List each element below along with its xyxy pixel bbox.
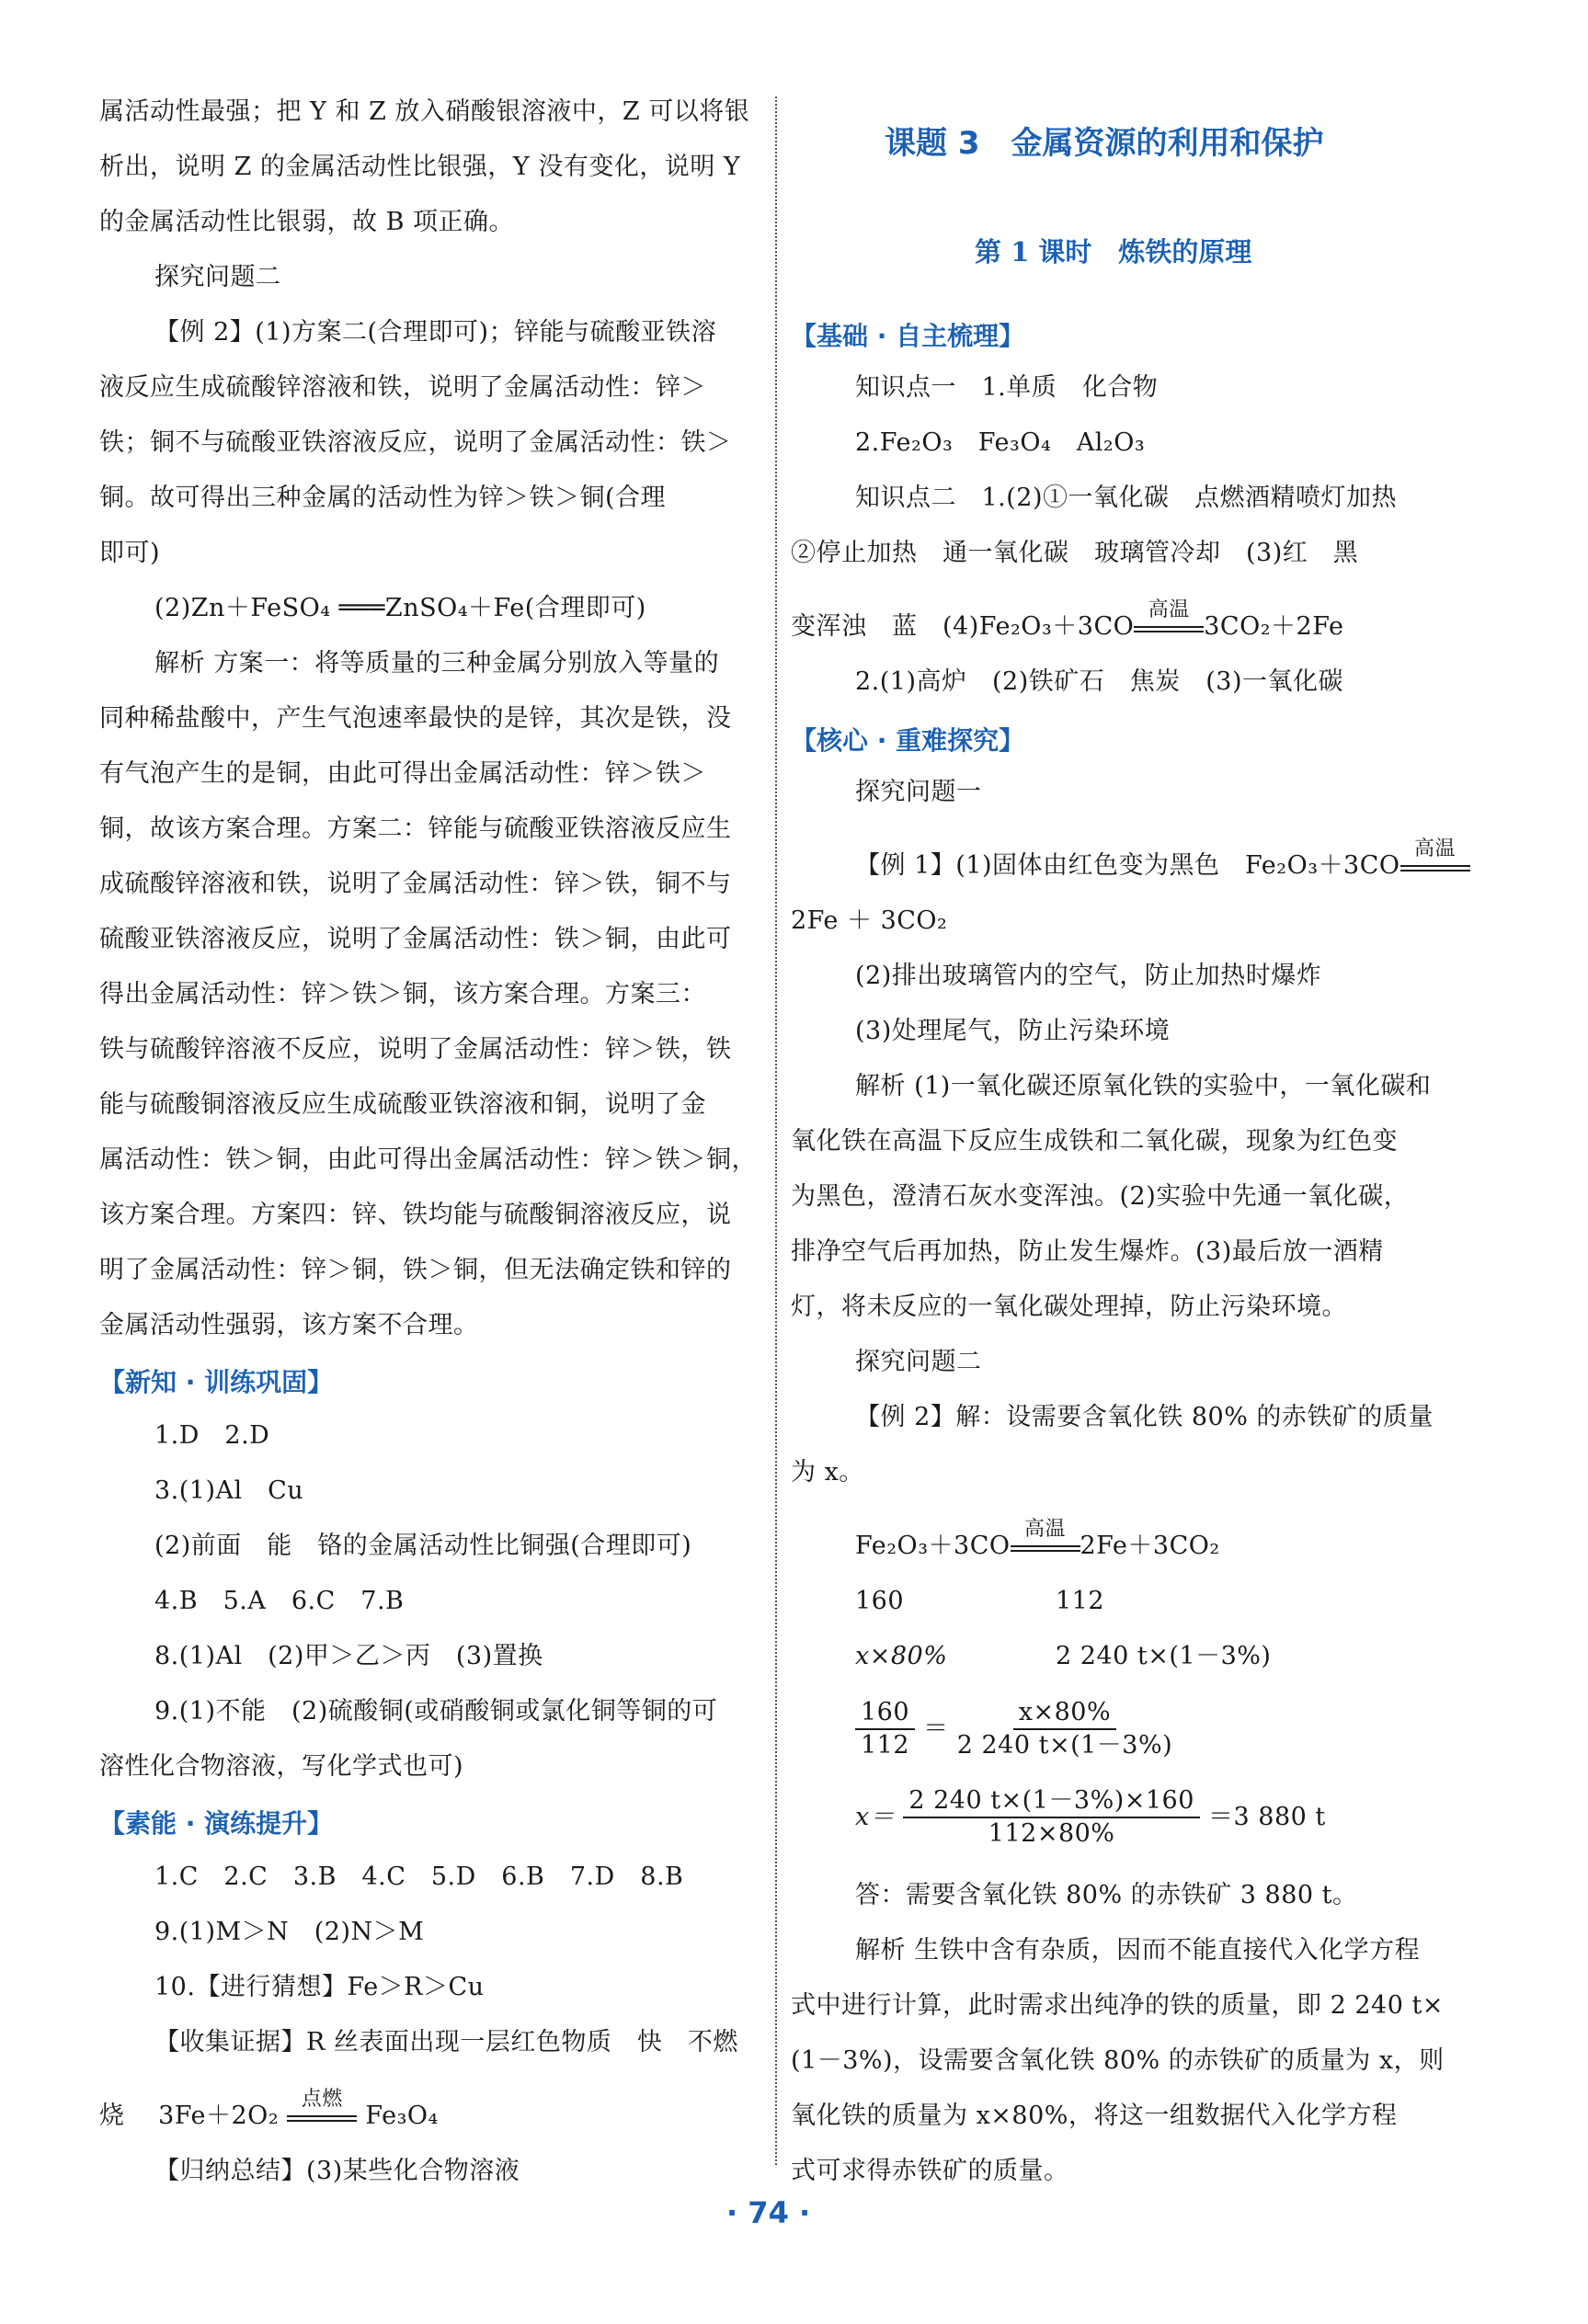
column-divider <box>775 97 777 2165</box>
section-heading: 探究问题一 <box>855 778 982 806</box>
answer-line: (2)排出玻璃管内的空气，防止加热时爆炸 <box>855 962 1322 990</box>
result: ＝3 880 t <box>1208 1803 1326 1831</box>
text-line: 金属活动性强弱，该方案不合理。 <box>99 1311 479 1339</box>
mass-value: x×80% <box>855 1642 948 1670</box>
variable: x＝ <box>855 1803 896 1831</box>
answer-line: 1.D 2.D <box>154 1421 270 1450</box>
text-line: 铁；铜不与硫酸亚铁溶液反应，说明了金属活动性：铁＞ <box>99 428 732 457</box>
reaction-arrow <box>1400 837 1470 884</box>
answer-line: 4.B 5.A 6.C 7.B <box>154 1587 405 1615</box>
reaction-condition: 高温 <box>1148 598 1190 621</box>
equation-right: 3CO₂＋2Fe <box>1204 612 1344 641</box>
mass-ratio-value: 160 <box>855 1587 905 1615</box>
answer-line: 10.【进行猜想】Fe＞R＞Cu <box>154 1973 485 2001</box>
fraction: $\frac{160}{112}$ <box>855 1697 915 1761</box>
text-line: (1－3%)，设需要含氧化铁 80% 的赤铁矿的质量为 x，则 <box>791 2046 1445 2075</box>
answer-line: ②停止加热 通一氧化碳 玻璃管冷却 (3)红 黑 <box>791 539 1359 567</box>
answer-line: 2.(1)高炉 (2)铁矿石 焦炭 (3)一氧化碳 <box>855 667 1343 696</box>
equation-line <box>855 837 1470 884</box>
text-line: 即可) <box>99 539 161 567</box>
mass-value: 2 240 t×(1－3%) <box>1056 1642 1272 1670</box>
text-line: 有气泡产生的是铜，由此可得出金属活动性：锌＞铁＞ <box>99 759 706 788</box>
text-line: 液反应生成硫酸锌溶液和铁，说明了金属活动性：锌＞ <box>99 373 706 402</box>
answer-line: 2.Fe₂O₃ Fe₃O₄ Al₂O₃ <box>855 428 1146 457</box>
fraction: $\frac{2 240 t\times(1-3\%)\times 160}{112\times 80\%}$ <box>903 1785 1200 1850</box>
answer-line: 溶性化合物溶液，写化学式也可) <box>99 1752 464 1781</box>
solution-equation <box>855 1785 1326 1850</box>
text-line: 式中进行计算，此时需求出纯净的铁的质量，即 2 240 t× <box>791 1991 1444 2020</box>
text-line: 【例 2】(1)方案二(合理即可)；锌能与硫酸亚铁溶 <box>154 318 717 347</box>
text-line: 排净空气后再加热，防止发生爆炸。(3)最后放一酒精 <box>791 1237 1384 1266</box>
equals-sign: ＝ <box>923 1715 949 1743</box>
text-line: 氧化铁的质量为 x×80%，将这一组数据代入化学方程 <box>791 2102 1398 2130</box>
text-line: 能与硫酸铜溶液反应生成硫酸亚铁溶液和铜，说明了金 <box>99 1090 706 1119</box>
text-line: 得出金属活动性：锌＞铁＞铜，该方案合理。方案三： <box>99 980 706 1008</box>
text-line: 同种稀盐酸中，产生气泡速率最快的是锌，其次是铁，没 <box>99 704 732 733</box>
reaction-condition: 高温 <box>1413 837 1456 860</box>
reaction-arrow <box>287 2088 357 2135</box>
text-line: 灯，将未反应的一氧化碳处理掉，防止污染环境。 <box>791 1293 1347 1321</box>
section-header: 【核心 · 重难探究】 <box>791 725 1025 756</box>
reaction-condition: 高温 <box>1023 1518 1066 1541</box>
text-fragment: 烧 <box>99 2102 125 2130</box>
text-fragment: 变浑浊 蓝 (4)Fe₂O₃＋3CO <box>791 612 1135 641</box>
equation-line <box>791 598 1344 645</box>
answer-line: 9.(1)M＞N (2)N＞M <box>154 1918 425 1946</box>
text-line: 明了金属活动性：锌＞铜，铁＞铜，但无法确定铁和锌的 <box>99 1256 732 1284</box>
answer-line: 知识点一 1.单质 化合物 <box>855 373 1159 402</box>
lesson-subtitle: 第 1 课时 炼铁的原理 <box>975 236 1252 268</box>
text-line: 为 x。 <box>791 1458 864 1487</box>
reaction-condition: 点燃 <box>301 2088 343 2111</box>
answer-line: (3)处理尾气，防止污染环境 <box>855 1017 1171 1045</box>
section-header: 【新知 · 训练巩固】 <box>99 1367 334 1397</box>
text-line: 为黑色，澄清石灰水变浑浊。(2)实验中先通一氧化碳， <box>791 1182 1410 1211</box>
text-line: 铜，故该方案合理。方案二：锌能与硫酸亚铁溶液反应生 <box>99 815 732 843</box>
equation-left: Fe₂O₃＋3CO <box>855 1532 1011 1560</box>
text-line: 属活动性最强；把 Y 和 Z 放入硝酸银溶液中，Z 可以将银 <box>99 97 750 126</box>
equation-right: 2Fe＋3CO₂ <box>1080 1532 1220 1560</box>
fraction: $\frac{x\times 80\%}{2 240 t\times(1-3\%)}$ <box>956 1698 1173 1760</box>
text-line: 铜。故可得出三种金属的活动性为锌＞铁＞铜(合理 <box>99 484 667 512</box>
proportion-equation <box>855 1697 1172 1761</box>
text-line: 解析 生铁中含有杂质，因而不能直接代入化学方程 <box>855 1936 1421 1965</box>
answer-line: 8.(1)Al (2)甲＞乙＞丙 (3)置换 <box>154 1642 543 1670</box>
text-line: 硫酸亚铁溶液反应，说明了金属活动性：铁＞铜，由此可 <box>99 925 732 953</box>
section-heading: 探究问题二 <box>154 263 281 291</box>
answer-line: 知识点二 1.(2)①一氧化碳 点燃酒精喷灯加热 <box>855 484 1398 512</box>
answer-line: (2)前面 能 铬的金属活动性比铜强(合理即可) <box>154 1532 692 1560</box>
equation-line <box>855 1518 1220 1565</box>
answer-line: 3.(1)Al Cu <box>154 1476 304 1505</box>
reaction-arrow <box>1134 598 1204 645</box>
equation-right: Fe₃O₄ <box>365 2102 439 2130</box>
lesson-title: 课题 3 金属资源的利用和保护 <box>885 125 1324 162</box>
section-header: 【基础 · 自主梳理】 <box>791 321 1025 351</box>
answer-line: 【收集证据】R 丝表面出现一层红色物质 快 不燃 <box>154 2028 738 2056</box>
page-number: · 74 · <box>726 2195 811 2230</box>
text-line: 的金属活动性比银弱，故 B 项正确。 <box>99 208 515 236</box>
text-line: 铁与硫酸锌溶液不反应，说明了金属活动性：锌＞铁，铁 <box>99 1035 732 1064</box>
answer-line: 9.(1)不能 (2)硫酸铜(或硝酸铜或氯化铜等铜的可 <box>154 1697 718 1726</box>
reaction-arrow <box>1011 1518 1080 1565</box>
answer-line <box>99 2088 439 2135</box>
answer-line: 【归纳总结】(3)某些化合物溶液 <box>154 2157 520 2185</box>
answer-line: 答：需要含氧化铁 80% 的赤铁矿 3 880 t。 <box>855 1881 1358 1909</box>
equation-left: 3Fe＋2O₂ <box>158 2102 280 2130</box>
answer-line: 1.C 2.C 3.B 4.C 5.D 6.B 7.D 8.B <box>154 1863 684 1891</box>
mass-ratio-value: 112 <box>1056 1587 1105 1615</box>
text-line: 氧化铁在高温下反应生成铁和二氧化碳，现象为红色变 <box>791 1127 1398 1156</box>
text-line: 解析 (1)一氧化碳还原氧化铁的实验中，一氧化碳和 <box>855 1072 1432 1100</box>
text-fragment: 【例 1】(1)固体由红色变为黑色 Fe₂O₃＋3CO <box>855 851 1400 880</box>
section-header: 【素能 · 演练提升】 <box>99 1808 334 1839</box>
text-line: 式可求得赤铁矿的质量。 <box>791 2157 1069 2185</box>
text-line: 属活动性：铁＞铜，由此可得出金属活动性：锌＞铁＞铜， <box>99 1145 757 1174</box>
section-heading: 探究问题二 <box>855 1348 982 1376</box>
text-line: 成硫酸锌溶液和铁，说明了金属活动性：锌＞铁，铜不与 <box>99 870 732 898</box>
text-line: 【例 2】解：设需要含氧化铁 80% 的赤铁矿的质量 <box>855 1403 1434 1431</box>
text-line: 解析 方案一：将等质量的三种金属分别放入等量的 <box>154 649 720 678</box>
text-line: 析出，说明 Z 的金属活动性比银强，Y 没有变化，说明 Y <box>99 153 741 181</box>
text-line: 该方案合理。方案四：锌、铁均能与硫酸铜溶液反应，说 <box>99 1201 732 1229</box>
equation-line: 2Fe ＋ 3CO₂ <box>791 906 948 935</box>
equation-line: (2)Zn＋FeSO₄ ═══ZnSO₄＋Fe(合理即可) <box>154 594 646 622</box>
